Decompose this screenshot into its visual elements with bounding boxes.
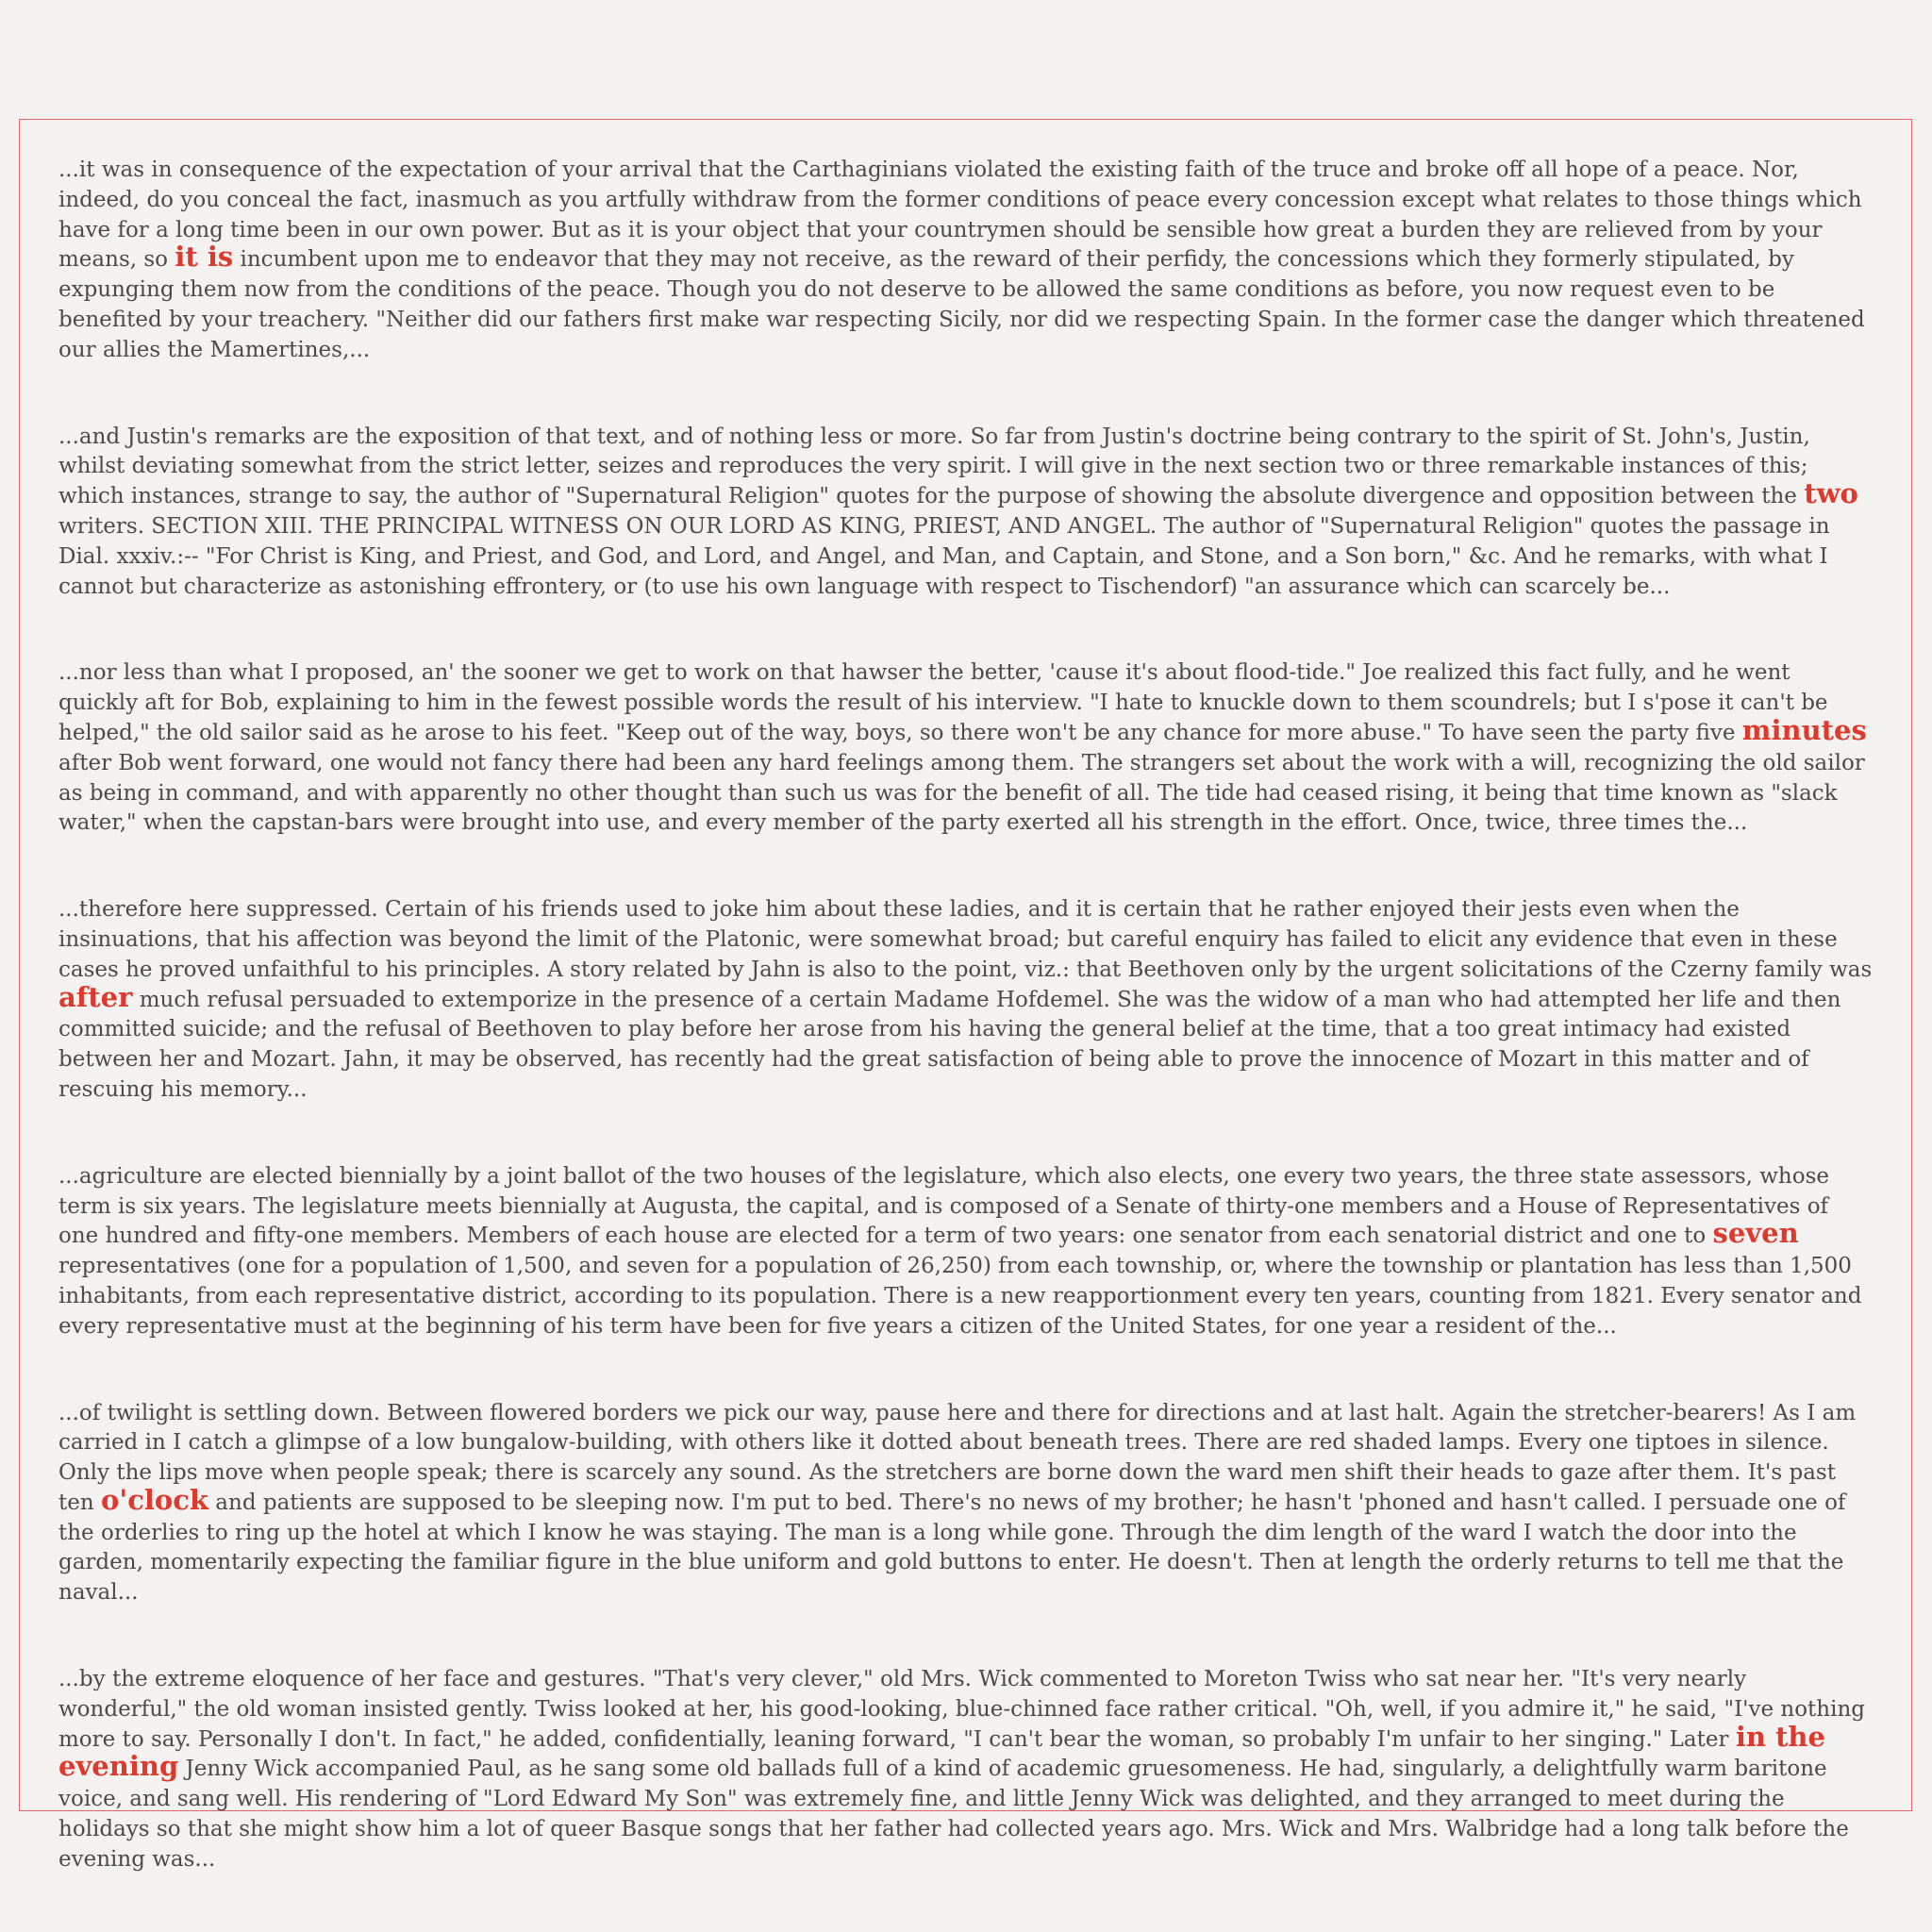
highlighted-phrase: seven (1712, 1217, 1799, 1250)
passage (58, 423, 1874, 603)
highlighted-phrase: it is (175, 241, 234, 274)
passage (58, 1399, 1874, 1609)
passage-text-before: ...therefore here suppressed. Certain of his friends used to joke him about these ladies, and it is certain that he rather enjoyed their jests even when the insinuations, that his affection was beyond the limit of the Platonic, were somewhat broad; but careful enquiry has failed to elicit any evidence that even in these cases he proved unfaithful to his principles. A story related by Jahn is also to the point, viz.: that Beethoven only by the urgent solicitations of the Czerny family was (58, 897, 1873, 982)
passage (58, 1665, 1874, 1875)
passage-text-after: Jenny Wick accompanied Paul, as he sang some old ballads full of a kind of academic gruesomeness. He had, singularly, a delightfully warm baritone voice, and sang well. His rendering of "Lord Edward My Son" was extremely fine, and little Jenny Wick was delighted, and they arranged to meet during the holidays so that she might show him a lot of queer Basque songs that her father had collected years ago. Mrs. Wick and Mrs. Walbridge had a long talk before the evening was... (58, 1757, 1849, 1872)
passage-text-after: representatives (one for a population of 1,500, and seven for a population of 26,250) from each township, or, where the township or plantation has less than 1,500 inhabitants, from each representative district, according to its population. There is a new reapportionment every ten years, counting from 1821. Every senator and every representative must at the beginning of his term have been for five years a citizen of the United States, for one year a resident of the... (58, 1254, 1862, 1339)
passage-text-after: writers. SECTION XIII. THE PRINCIPAL WITNESS ON OUR LORD AS KING, PRIEST, AND ANGEL. The author of "Supernatural Religion" quotes the passage in Dial. xxxiv.:-- "For Christ is King, and Priest, and God, and Lord, and Angel, and Man, and Captain, and Stone, and a Son born," &c. And he remarks, with what I cannot but characterize as astonishing effrontery, or (to use his own language with respect to Tischendorf) "an assurance which can scarcely be... (58, 513, 1830, 599)
highlighted-phrase: o'clock (100, 1483, 208, 1516)
passage-text-before: ...it was in consequence of the expectation of your arrival that the Carthaginians violated the existing faith of the truce and broke off all hope of a peace. Nor, indeed, do you conceal the fact, inasmuch as you artfully withdraw from the former conditions of peace every concession except what relates to those things which have for a long time been in our own power. But as it is your object that your countrymen should be sensible how great a burden they are relieved from by your means, so (58, 158, 1862, 273)
passage (58, 156, 1874, 366)
passage-text-after: after Bob went forward, one would not fancy there had been any hard feelings among them. The strangers set about the work with a will, recognizing the old sailor as being in command, and with apparently no other thought than such us was for the benefit of all. The tide had ceased rising, it being that time known as "slack water," when the capstan-bars were brought into use, and every member of the party exerted all his strength in the effort. Once, twice, three times the... (58, 750, 1865, 836)
passage-text-after: incumbent upon me to endeavor that they may not receive, as the reward of their perfidy, the concessions which they formerly stipulated, by expunging them now from the conditions of the peace. Though you do not deserve to be allowed the same conditions as before, you now request even to be benefited by your treachery. "Neither did our fathers first make war respecting Sicily, nor did we respecting Spain. In the former case the danger which threatened our allies the Mamertines,... (58, 247, 1865, 362)
passage-text-before: ...and Justin's remarks are the exposition of that text, and of nothing less or more. So far from Justin's doctrine being contrary to the spirit of St. John's, Justin, whilst deviating somewhat from the strict letter, seizes and reproduces the very spirit. I will give in the next section two or three remarkable instances of this; which instances, strange to say, the author of "Supernatural Religion" quotes for the purpose of showing the absolute divergence and opposition between the (58, 424, 1810, 509)
passage (58, 895, 1874, 1106)
passage-text-before: ...nor less than what I proposed, an' the sooner we get to work on that hawser the better, 'cause it's about flood-tide." Joe realized this fact fully, and he went quickly aft for Bob, explaining to him in the fewest possible words the result of his interview. "I hate to knuckle down to them scoundrels; but I s'pose it can't be helped," the old sailor said as he arose to his feet. "Keep out of the way, boys, so there won't be any chance for more abuse." To have seen the party five (58, 660, 1828, 745)
highlighted-phrase: in the evening (58, 1720, 1825, 1783)
highlighted-phrase: two (1804, 477, 1858, 510)
highlighted-phrase: minutes (1741, 713, 1867, 746)
passage-text-before: ...agriculture are elected biennially by a joint ballot of the two houses of the legislature, which also elects, one every two years, the three state assessors, whose term is six years. The legislature meets biennially at Augusta, the capital, and is composed of a Senate of thirty-one members and a House of Representatives of one hundred and fifty-one members. Members of each house are elected for a term of two years: one senator from each senatorial district and one to (58, 1163, 1830, 1249)
passages-panel (19, 119, 1912, 1872)
passage-text-before: ...of twilight is settling down. Between flowered borders we pick our way, pause here and there for directions and at last halt. Again the stretcher-bearers! As I am carried in I catch a glimpse of a low bungalow-building, with others like it dotted about beneath trees. There are red shaded lamps. Every one tiptoes in silence. Only the lips move when people speak; there is scarcely any sound. As the stretchers are borne down the ward men shift their heads to gaze after them. It's past ten (58, 1400, 1857, 1515)
highlighted-phrase: after (58, 980, 133, 1013)
passage (58, 658, 1874, 839)
passage-text-before: ...by the extreme eloquence of her face and gestures. "That's very clever," old Mrs. Wick commented to Moreton Twiss who sat near her. "It's very nearly wonderful," the old woman insisted gently. Twiss looked at her, his good-looking, blue-chinned face rather critical. "Oh, well, if you admire it," he said, "I've nothing more to say. Personally I don't. In fact," he added, confidentially, leaning forward, "I can't bear the woman, so probably I'm unfair to her singing." Later (58, 1667, 1866, 1752)
passage (58, 1162, 1874, 1342)
passage-text-after: and patients are supposed to be sleeping now. I'm put to bed. There's no news of my brother; he hasn't 'phoned and hasn't called. I persuade one of the orderlies to ring up the hotel at which I know he was staying. The man is a long while gone. Through the dim length of the ward I watch the door into the garden, momentarily expecting the familiar figure in the blue uniform and gold buttons to enter. He doesn't. Then at length the orderly returns to tell me that the naval... (58, 1490, 1846, 1606)
passage-text-after: much refusal persuaded to extemporize in the presence of a certain Madame Hofdemel. She was the widow of a man who had attempted her life and then committed suicide; and the refusal of Beethoven to play before her arose from his having the general belief at the time, that a too great intimacy had existed between her and Mozart. Jahn, it may be observed, has recently had the great satisfaction of being able to prove the innocence of Mozart in this matter and of rescuing his memory... (58, 987, 1841, 1102)
